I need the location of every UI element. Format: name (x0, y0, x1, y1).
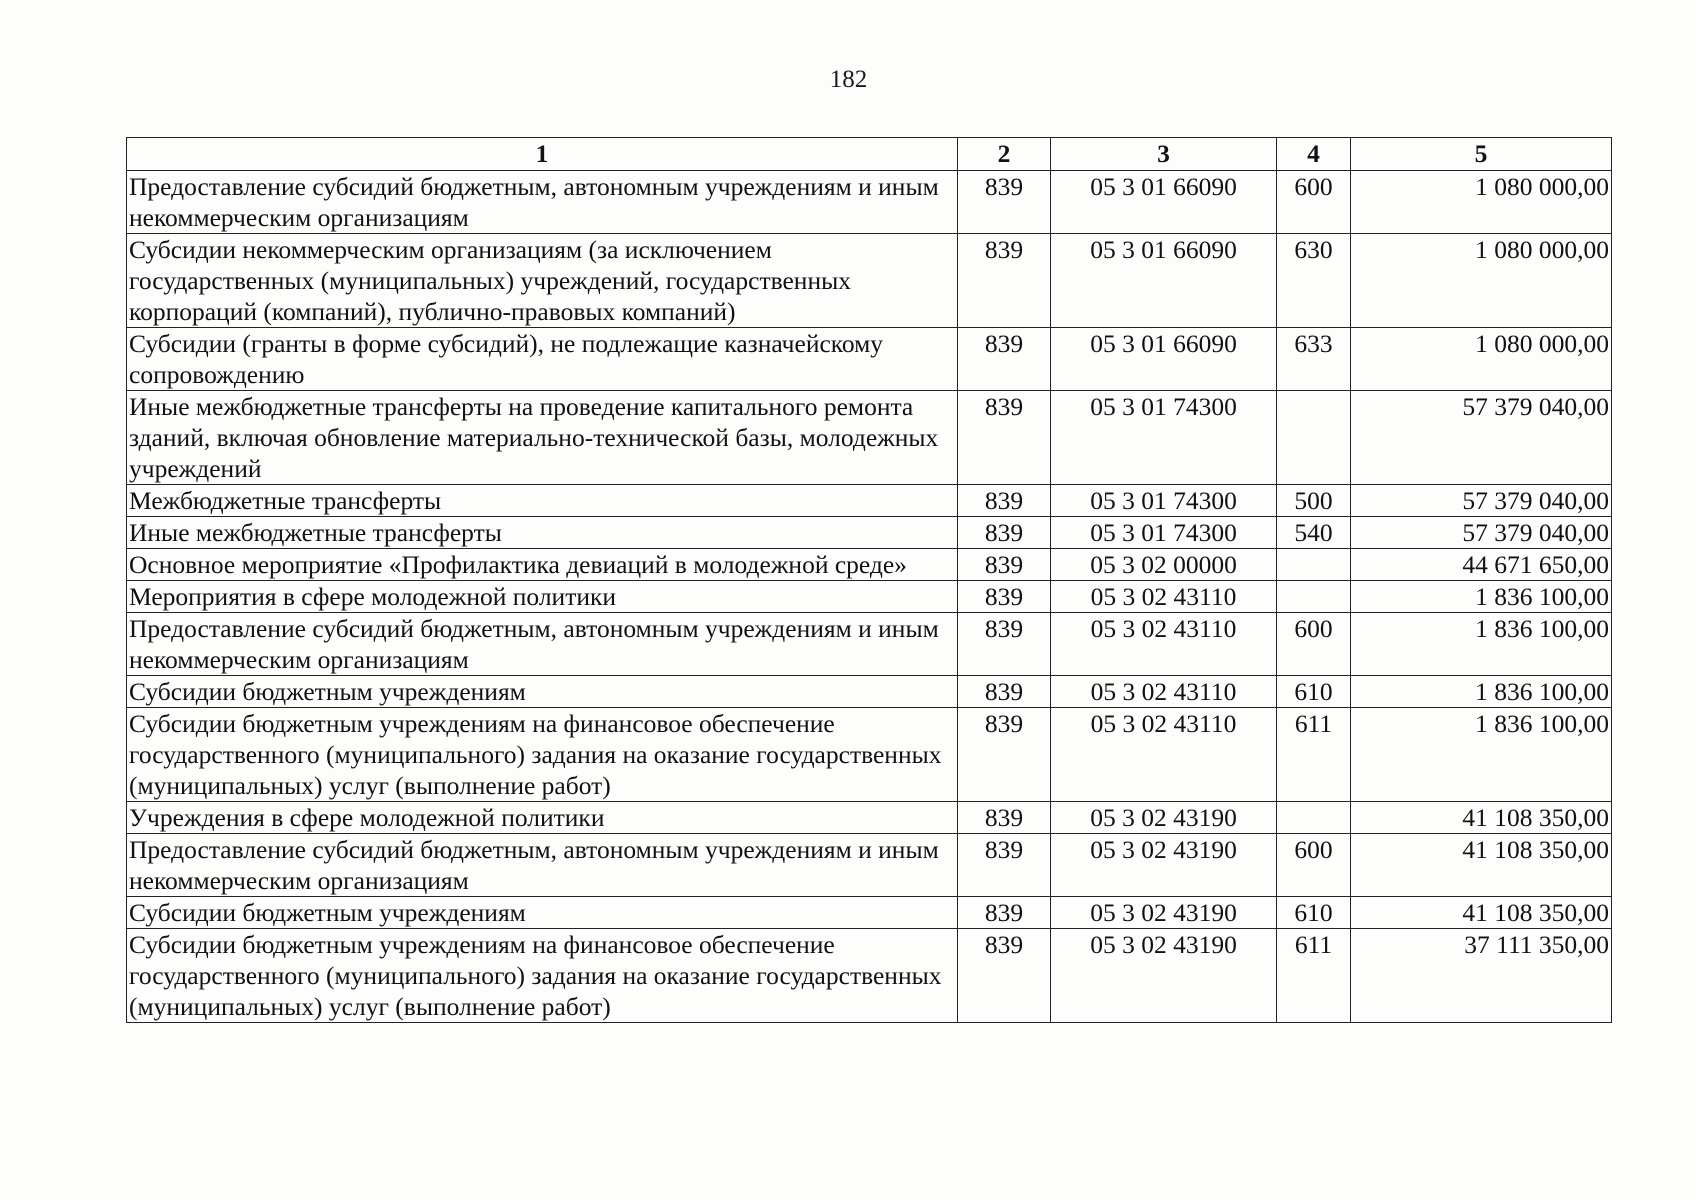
expense-type-cell: 600 (1277, 613, 1351, 676)
table-row (127, 234, 1612, 328)
amount-cell: 1 836 100,00 (1351, 708, 1612, 802)
row-name-cell: Субсидии бюджетным учреждениям на финансовое обеспечение государственного (муниципального) задания на оказание государственных (муниципальных) услуг (выполнение работ) (127, 929, 958, 1023)
table-row (127, 391, 1612, 485)
amount-cell: 1 836 100,00 (1351, 676, 1612, 708)
expense-type-cell: 611 (1277, 708, 1351, 802)
row-name-cell: Субсидии бюджетным учреждениям (127, 897, 958, 929)
expense-type-cell: 633 (1277, 328, 1351, 391)
row-name-cell: Предоставление субсидий бюджетным, автономным учреждениям и иным некоммерческим организациям (127, 613, 958, 676)
amount-cell: 57 379 040,00 (1351, 391, 1612, 485)
amount-cell: 41 108 350,00 (1351, 834, 1612, 897)
amount-cell: 1 836 100,00 (1351, 613, 1612, 676)
amount-cell: 41 108 350,00 (1351, 897, 1612, 929)
target-article-cell: 05 3 02 00000 (1051, 549, 1277, 581)
row-name-cell: Предоставление субсидий бюджетным, автономным учреждениям и иным некоммерческим организациям (127, 834, 958, 897)
table-header-row (127, 138, 1612, 171)
target-article-cell: 05 3 02 43110 (1051, 676, 1277, 708)
table-row (127, 549, 1612, 581)
table-row (127, 171, 1612, 234)
target-article-cell: 05 3 01 66090 (1051, 171, 1277, 234)
table-row (127, 676, 1612, 708)
target-article-cell: 05 3 01 74300 (1051, 517, 1277, 549)
header-cell-col5: 5 (1351, 138, 1612, 171)
target-article-cell: 05 3 02 43110 (1051, 613, 1277, 676)
row-name-cell: Мероприятия в сфере молодежной политики (127, 581, 958, 613)
amount-cell: 57 379 040,00 (1351, 485, 1612, 517)
ministry-code-cell: 839 (958, 834, 1051, 897)
row-name-cell: Межбюджетные трансферты (127, 485, 958, 517)
table-row (127, 802, 1612, 834)
table-row (127, 929, 1612, 1023)
expense-type-cell: 610 (1277, 676, 1351, 708)
expense-type-cell: 540 (1277, 517, 1351, 549)
ministry-code-cell: 839 (958, 613, 1051, 676)
target-article-cell: 05 3 02 43110 (1051, 708, 1277, 802)
table-row (127, 517, 1612, 549)
ministry-code-cell: 839 (958, 391, 1051, 485)
table-row (127, 708, 1612, 802)
amount-cell: 57 379 040,00 (1351, 517, 1612, 549)
row-name-cell: Предоставление субсидий бюджетным, автономным учреждениям и иным некоммерческим организациям (127, 171, 958, 234)
row-name-cell: Субсидии (гранты в форме субсидий), не подлежащие казначейскому сопровождению (127, 328, 958, 391)
expense-type-cell (1277, 802, 1351, 834)
row-name-cell: Субсидии бюджетным учреждениям (127, 676, 958, 708)
expense-type-cell: 600 (1277, 834, 1351, 897)
row-name-cell: Иные межбюджетные трансферты (127, 517, 958, 549)
ministry-code-cell: 839 (958, 171, 1051, 234)
amount-cell: 37 111 350,00 (1351, 929, 1612, 1023)
table-row (127, 613, 1612, 676)
expense-type-cell (1277, 581, 1351, 613)
ministry-code-cell: 839 (958, 708, 1051, 802)
row-name-cell: Субсидии некоммерческим организациям (за исключением государственных (муниципальных) учреждений, государственных корпораций (компаний), публично-правовых компаний) (127, 234, 958, 328)
table-row (127, 834, 1612, 897)
expense-type-cell (1277, 549, 1351, 581)
expense-type-cell: 600 (1277, 171, 1351, 234)
target-article-cell: 05 3 02 43110 (1051, 581, 1277, 613)
header-cell-col2: 2 (958, 138, 1051, 171)
budget-table (126, 137, 1612, 1023)
amount-cell: 1 836 100,00 (1351, 581, 1612, 613)
target-article-cell: 05 3 01 74300 (1051, 391, 1277, 485)
table-row (127, 328, 1612, 391)
target-article-cell: 05 3 01 74300 (1051, 485, 1277, 517)
header-cell-col4: 4 (1277, 138, 1351, 171)
ministry-code-cell: 839 (958, 676, 1051, 708)
target-article-cell: 05 3 02 43190 (1051, 929, 1277, 1023)
row-name-cell: Учреждения в сфере молодежной политики (127, 802, 958, 834)
row-name-cell: Иные межбюджетные трансферты на проведение капитального ремонта зданий, включая обновление материально-технической базы, молодежных учреждений (127, 391, 958, 485)
amount-cell: 41 108 350,00 (1351, 802, 1612, 834)
table-row (127, 581, 1612, 613)
ministry-code-cell: 839 (958, 802, 1051, 834)
ministry-code-cell: 839 (958, 897, 1051, 929)
row-name-cell: Основное мероприятие «Профилактика девиаций в молодежной среде» (127, 549, 958, 581)
expense-type-cell: 500 (1277, 485, 1351, 517)
amount-cell: 44 671 650,00 (1351, 549, 1612, 581)
target-article-cell: 05 3 01 66090 (1051, 328, 1277, 391)
expense-type-cell: 630 (1277, 234, 1351, 328)
ministry-code-cell: 839 (958, 581, 1051, 613)
target-article-cell: 05 3 02 43190 (1051, 897, 1277, 929)
ministry-code-cell: 839 (958, 234, 1051, 328)
target-article-cell: 05 3 01 66090 (1051, 234, 1277, 328)
amount-cell: 1 080 000,00 (1351, 328, 1612, 391)
page-number: 182 (829, 66, 868, 93)
table-row (127, 897, 1612, 929)
ministry-code-cell: 839 (958, 929, 1051, 1023)
table-row (127, 485, 1612, 517)
ministry-code-cell: 839 (958, 328, 1051, 391)
expense-type-cell (1277, 391, 1351, 485)
target-article-cell: 05 3 02 43190 (1051, 834, 1277, 897)
ministry-code-cell: 839 (958, 549, 1051, 581)
amount-cell: 1 080 000,00 (1351, 171, 1612, 234)
row-name-cell: Субсидии бюджетным учреждениям на финансовое обеспечение государственного (муниципального) задания на оказание государственных (муниципальных) услуг (выполнение работ) (127, 708, 958, 802)
expense-type-cell: 611 (1277, 929, 1351, 1023)
header-cell-col1: 1 (127, 138, 958, 171)
amount-cell: 1 080 000,00 (1351, 234, 1612, 328)
ministry-code-cell: 839 (958, 517, 1051, 549)
ministry-code-cell: 839 (958, 485, 1051, 517)
header-cell-col3: 3 (1051, 138, 1277, 171)
target-article-cell: 05 3 02 43190 (1051, 802, 1277, 834)
expense-type-cell: 610 (1277, 897, 1351, 929)
